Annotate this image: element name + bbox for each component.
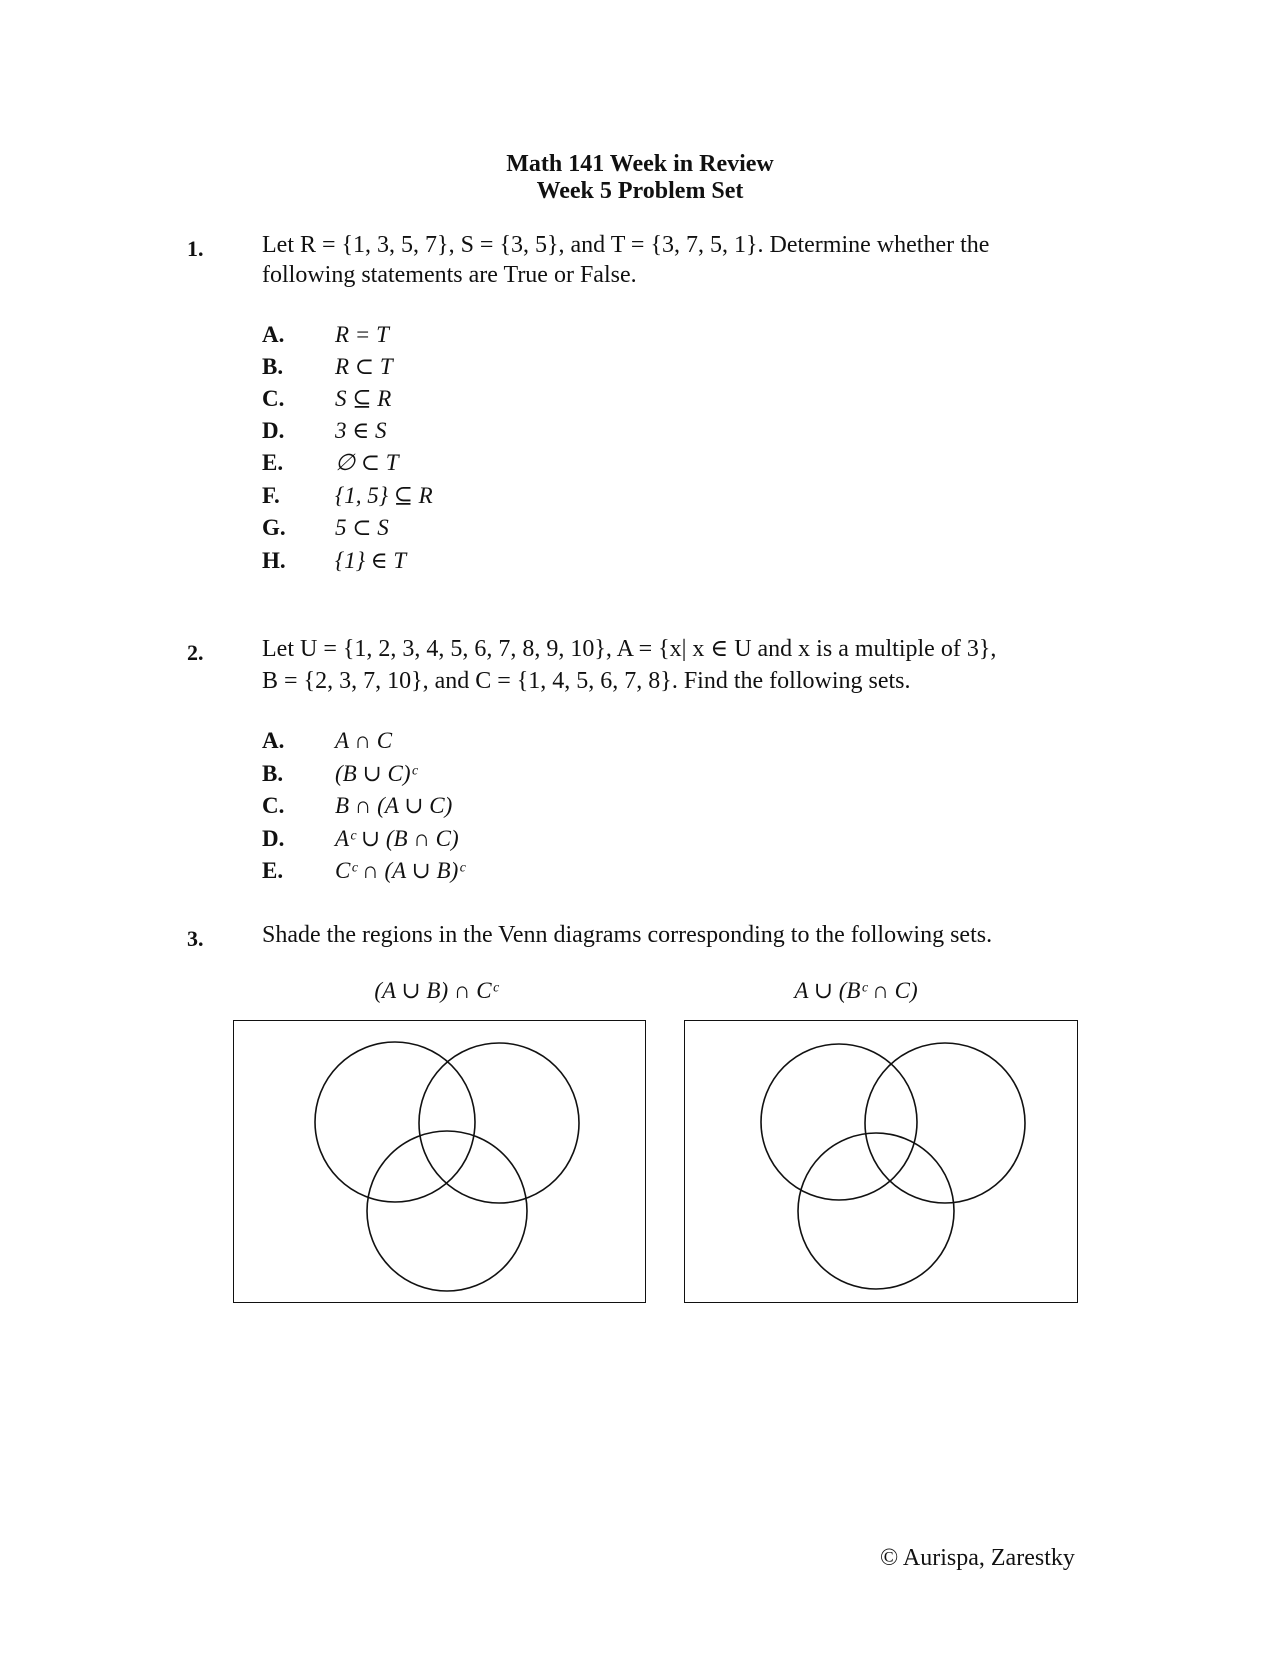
copyright: © Aurispa, Zarestky	[880, 1545, 1075, 1571]
question-2-text-line1: Let U = {1, 2, 3, 4, 5, 6, 7, 8, 9, 10}, A = {x| x ∈ U and x is a multiple of 3},	[262, 636, 997, 662]
q1-item-label: C.	[262, 386, 285, 411]
q1-item-label: E.	[262, 450, 284, 475]
q2-item-label: D.	[262, 826, 285, 851]
question-2-number: 2.	[187, 640, 204, 665]
venn-circle-c[interactable]	[798, 1133, 954, 1289]
venn-2-caption: A ∪ (Bᶜ ∩ C)	[794, 978, 918, 1003]
question-1-text-line2: following statements are True or False.	[262, 262, 637, 288]
page-subtitle: Week 5 Problem Set	[536, 178, 744, 204]
q1-item-expr: R ⊂ T	[335, 354, 393, 379]
q1-item-expr: R = T	[335, 322, 389, 347]
venn-circle-c[interactable]	[367, 1131, 527, 1291]
q2-item-expr: Cᶜ ∩ (A ∪ B)ᶜ	[335, 858, 465, 883]
q1-item-label: F.	[262, 483, 280, 508]
q2-item-expr: Aᶜ ∪ (B ∩ C)	[335, 826, 459, 851]
q1-item-expr: S ⊆ R	[335, 386, 392, 411]
q1-item-label: D.	[262, 418, 285, 443]
q2-item-label: E.	[262, 858, 284, 883]
q1-item-label: B.	[262, 354, 284, 379]
question-1-text-line1: Let R = {1, 3, 5, 7}, S = {3, 5}, and T = {3, 7, 5, 1}. Determine whether the	[262, 232, 990, 258]
venn-diagram-1-svg	[234, 1021, 647, 1304]
question-3-number: 3.	[187, 926, 204, 951]
venn-circle-a[interactable]	[761, 1044, 917, 1200]
q1-item-label: A.	[262, 322, 285, 347]
venn-1-caption: (A ∪ B) ∩ Cᶜ	[374, 978, 498, 1003]
venn-circle-a[interactable]	[315, 1042, 475, 1202]
q1-item-expr: {1, 5} ⊆ R	[335, 483, 433, 508]
page-title: Math 141 Week in Review	[506, 151, 774, 177]
question-2-text-line2: B = {2, 3, 7, 10}, and C = {1, 4, 5, 6, 7, 8}. Find the following sets.	[262, 668, 911, 694]
q1-item-label: G.	[262, 515, 286, 540]
q1-item-expr: 3 ∈ S	[335, 418, 387, 443]
q2-item-label: C.	[262, 793, 285, 818]
q1-item-label: H.	[262, 548, 286, 573]
q2-item-expr: (B ∪ C)ᶜ	[335, 761, 417, 786]
q1-item-expr: ∅ ⊂ T	[335, 450, 399, 475]
venn-diagram-2-svg	[685, 1021, 1079, 1304]
venn-diagram-1[interactable]	[233, 1020, 646, 1303]
q1-item-expr: {1} ∈ T	[335, 548, 407, 573]
venn-circle-b[interactable]	[865, 1043, 1025, 1203]
question-3-text: Shade the regions in the Venn diagrams corresponding to the following sets.	[262, 922, 993, 948]
question-1-number: 1.	[187, 236, 204, 261]
q2-item-expr: A ∩ C	[335, 728, 393, 753]
q2-item-label: A.	[262, 728, 285, 753]
q1-item-expr: 5 ⊂ S	[335, 515, 389, 540]
venn-diagram-2[interactable]	[684, 1020, 1078, 1303]
venn-circle-b[interactable]	[419, 1043, 579, 1203]
q2-item-label: B.	[262, 761, 284, 786]
q2-item-expr: B ∩ (A ∪ C)	[335, 793, 453, 818]
